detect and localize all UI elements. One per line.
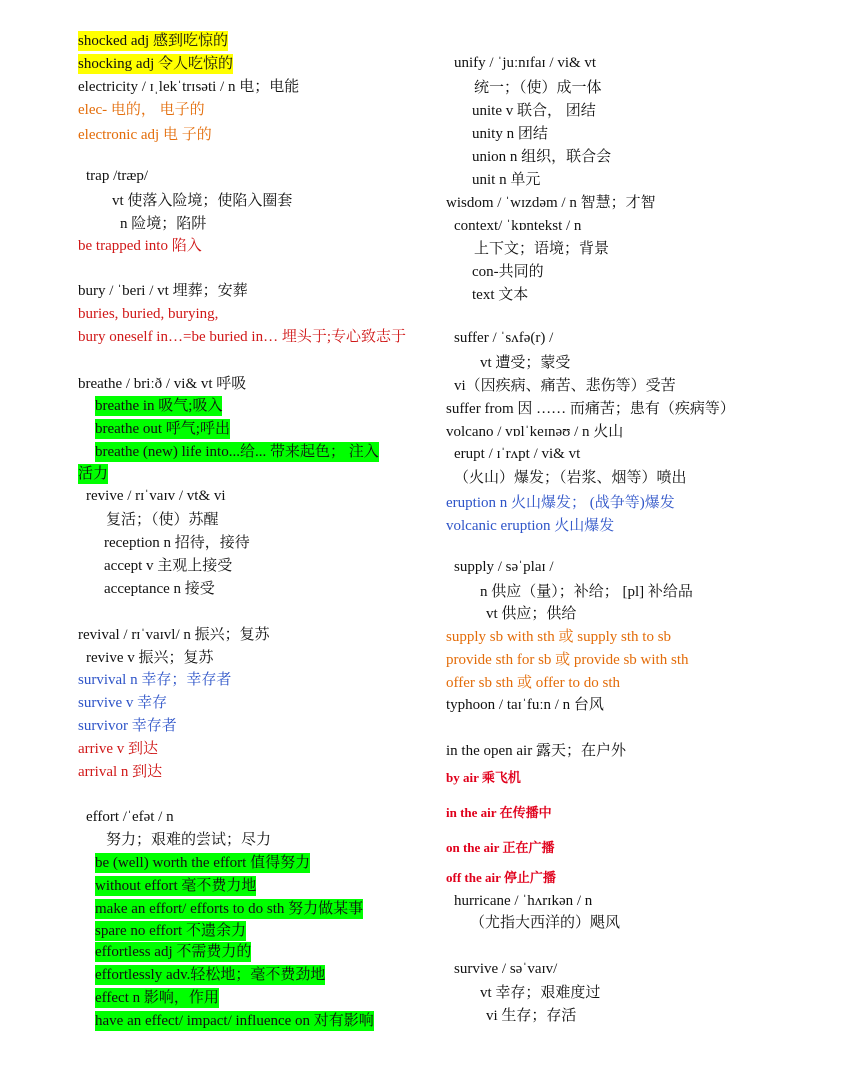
text-line: breathe in 吸气;吸入: [95, 398, 223, 414]
text-line: 统一；（使）成一体: [474, 80, 602, 96]
text-line: acceptance n 接受: [104, 581, 215, 597]
text-line: make an effort/ efforts to do sth 努力做某事: [95, 901, 364, 917]
text-line: breathe (new) life into...给... 带来起色； 注入: [95, 444, 379, 460]
text-line: survivor 幸存者: [78, 718, 177, 734]
text-line: context/ ˈkɒntekst / n: [454, 218, 582, 234]
text-line: bury / ˈberi / vt 埋葬；安葬: [78, 283, 248, 299]
text-line: in the air 在传播中: [446, 805, 552, 820]
text-line: be (well) worth the effort 值得努力: [95, 855, 311, 871]
text-line: unite v 联合， 团结: [472, 103, 596, 119]
text-line: elec- 电的， 电子的: [78, 102, 205, 118]
text-line: by air 乘飞机: [446, 770, 521, 785]
text-line: effortlessly adv.轻松地；毫不费劲地: [95, 967, 326, 983]
text-line: vt 使落入险境；使陷入圈套: [112, 193, 293, 209]
text-line: arrive v 到达: [78, 741, 158, 757]
text-line: 复活；（使）苏醒: [106, 512, 219, 528]
text-line: （火山）爆发；（岩浆、烟等）喷出: [454, 470, 687, 486]
text-line: suffer from 因 …… 而痛苦；患有（疾病等）: [446, 401, 735, 417]
text-line: revive v 振兴；复苏: [86, 650, 214, 666]
text-line: 努力；艰难的尝试；尽力: [106, 832, 272, 848]
text-line: （尤指大西洋的）飓风: [470, 915, 621, 931]
text-line: breathe out 呼气;呼出: [95, 421, 230, 437]
text-line: be trapped into 陷入: [78, 238, 202, 254]
text-line: without effort 毫不费力地: [95, 878, 257, 894]
text-line: revival / rɪˈvaɪvl/ n 振兴；复苏: [78, 627, 270, 643]
text-line: buries, buried, burying,: [78, 306, 219, 322]
text-line: survival n 幸存；幸存者: [78, 672, 232, 688]
text-line: typhoon / taɪˈfuːn / n 台风: [446, 697, 604, 713]
text-line: vi（因疾病、痛苦、悲伤等）受苦: [454, 378, 676, 394]
text-line: bury oneself in…=be buried in… 埋头于;专心致志于: [78, 329, 407, 345]
text-line: electricity / ɪˌlekˈtrɪsəti / n 电；电能: [78, 79, 300, 95]
text-line: revive / rɪˈvaɪv / vt& vi: [86, 488, 226, 504]
text-line: on the air 正在广播: [446, 840, 555, 855]
text-line: erupt / ɪˈrʌpt / vi& vt: [454, 446, 581, 462]
text-line: 上下文；语境；背景: [474, 241, 610, 257]
text-line: volcanic eruption 火山爆发: [446, 518, 615, 534]
text-line: 活力: [78, 466, 109, 482]
text-line: arrival n 到达: [78, 764, 163, 780]
text-line: unify / ˈjuːnɪfaɪ / vi& vt: [454, 55, 597, 71]
text-line: text 文本: [472, 287, 529, 303]
text-line: vt 幸存；艰难度过: [480, 985, 601, 1001]
text-line: n 险境；陷阱: [120, 216, 207, 232]
text-line: unity n 团结: [472, 126, 548, 142]
text-line: vt 遭受；蒙受: [480, 355, 571, 371]
text-line: effortless adj 不需费力的: [95, 944, 252, 960]
text-line: provide sth for sb 或 provide sb with sth: [446, 652, 689, 668]
text-line: effect n 影响，作用: [95, 990, 219, 1006]
text-line: trap /træp/: [86, 168, 149, 184]
text-line: survive v 幸存: [78, 695, 168, 711]
text-line: n 供应（量）；补给； [pl] 补给品: [480, 584, 693, 600]
text-line: electronic adj 电 子的: [78, 127, 212, 143]
text-line: eruption n 火山爆发； (战争等)爆发: [446, 495, 675, 511]
text-line: offer sb sth 或 offer to do sth: [446, 675, 621, 691]
text-line: unit n 单元: [472, 172, 541, 188]
text-line: spare no effort 不遗余力: [95, 923, 246, 939]
text-line: off the air 停止广播: [446, 870, 556, 885]
text-line: hurricane / ˈhʌrɪkən / n: [454, 893, 593, 909]
text-line: reception n 招待，接待: [104, 535, 250, 551]
text-line: union n 组织，联合会: [472, 149, 612, 165]
text-line: volcano / vɒlˈkeɪnəʊ / n 火山: [446, 424, 624, 440]
text-line: effort /ˈefət / n: [86, 809, 174, 825]
text-line: survive / səˈvaɪv/: [454, 961, 558, 977]
text-line: con-共同的: [472, 264, 544, 280]
text-line: breathe / briːð / vi& vt 呼吸: [78, 376, 247, 392]
text-line: vt 供应；供给: [486, 606, 577, 622]
text-line: supply / səˈplaɪ /: [454, 559, 554, 575]
text-line: shocking adj 令人吃惊的: [78, 56, 233, 72]
text-line: suffer / ˈsʌfə(r) /: [454, 330, 554, 346]
text-line: supply sb with sth 或 supply sth to sb: [446, 629, 672, 645]
text-line: wisdom / ˈwɪzdəm / n 智慧；才智: [446, 195, 656, 211]
text-line: accept v 主观上接受: [104, 558, 233, 574]
text-line: have an effect/ impact/ influence on 对有影响: [95, 1013, 374, 1029]
text-line: shocked adj 感到吃惊的: [78, 33, 228, 49]
text-line: in the open air 露天；在户外: [446, 743, 626, 759]
text-line: vi 生存；存活: [486, 1008, 577, 1024]
